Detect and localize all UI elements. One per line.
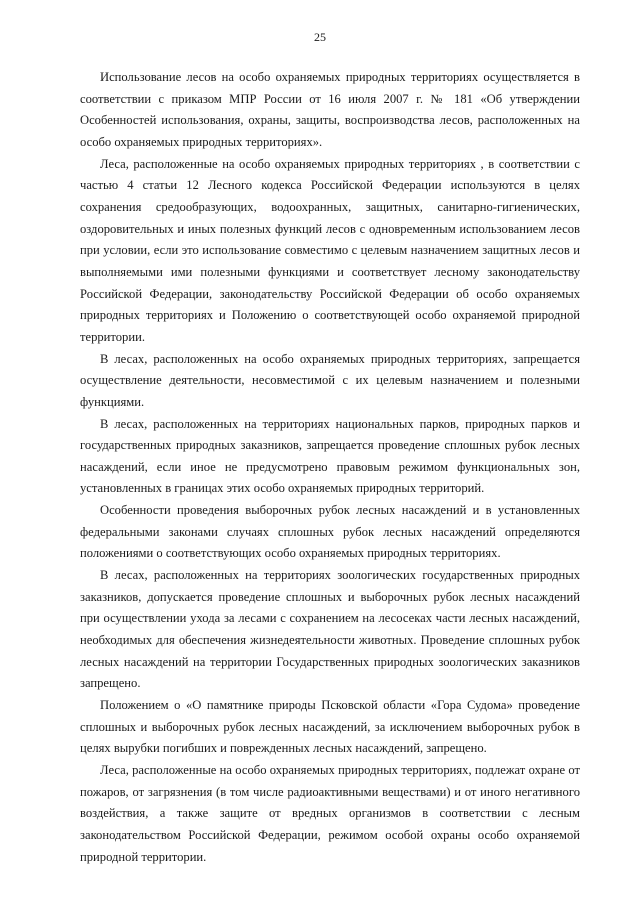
paragraph-prohibited-activities: В лесах, расположенных на особо охраняемых природных территориях, запрещается осуществление деятельности, несовместимой с их целевым назначением и полезными функциями. [80, 351, 580, 409]
paragraph-zoological-reserves: В лесах, расположенных на территориях зоологических государственных природных заказников, допускается проведение сплошных и выборочных рубок лесных насаждений при осуществлении ухода за лесами с сохранением на лесосеках части лесных насаждений, необходимых для обеспечения жизнедеятельности животных. Проведение сплошных рубок лесных насаждений на территории Государственных природных зоологических заказников запрещено. [80, 568, 580, 691]
paragraph-national-parks: В лесах, расположенных на территориях национальных парков, природных парков и государственных природных заказников, запрещается проведение сплошных рубок лесных насаждений, если иное не предусмотрено правовым режимом функциональных зон, установленных в границах этих особо охраняемых природных территорий. [80, 416, 580, 496]
paragraph-forest-functions: Леса, расположенные на особо охраняемых природных территориях , в соответствии с частью 4 статьи 12 Лесного кодекса Российской Федерации используются в целях сохранения средообразующих, водоохранных, защитных, санитарно-гигиенических, оздоровительных и иных полезных функций лесов с одновременным использованием лесов при условии, если это использование совместимо с целевым назначением защитных лесов и выполняемыми ими полезными функциями и соответствует лесному законодательству Российской Федерации, законодательству Российской Федерации об особо охраняемых природных территориях и Положению о соответствующей особо охраняемой природной территории. [80, 156, 580, 344]
paragraph-forest-protection: Леса, расположенные на особо охраняемых природных территориях, подлежат охране от пожаров, от загрязнения (в том числе радиоактивными веществами) и от иного негативного воздействия, а также защите от вредных организмов в соответствии с лесным законодательством Российской Федерации, режимом особой охраны особо охраняемой природной территории. [80, 763, 580, 864]
page-body [80, 67, 580, 868]
page-number: 25 [314, 30, 326, 44]
paragraph-land-use-order: Использование лесов на особо охраняемых природных территориях осуществляется в соответствии с приказом МПР России от 16 июля 2007 г. № 181 «Об утверждении Особенностей использования, охраны, защиты, воспроизводства лесов, расположенных на особо охраняемых природных территориях». [80, 70, 580, 149]
paragraph-gora-sudoma: Положением о «О памятнике природы Псковской области «Гора Судома» проведение сплошных и выборочных рубок лесных насаждений, за исключением выборочных рубок в целях вырубки погибших и поврежденных лесных насаждений, запрещено. [80, 698, 580, 756]
paragraph-selective-felling: Особенности проведения выборочных рубок лесных насаждений и в установленных федеральными законами случаях сплошных рубок лесных насаждений определяются положениями о соответствующих особо охраняемых природных территориях. [80, 503, 580, 561]
